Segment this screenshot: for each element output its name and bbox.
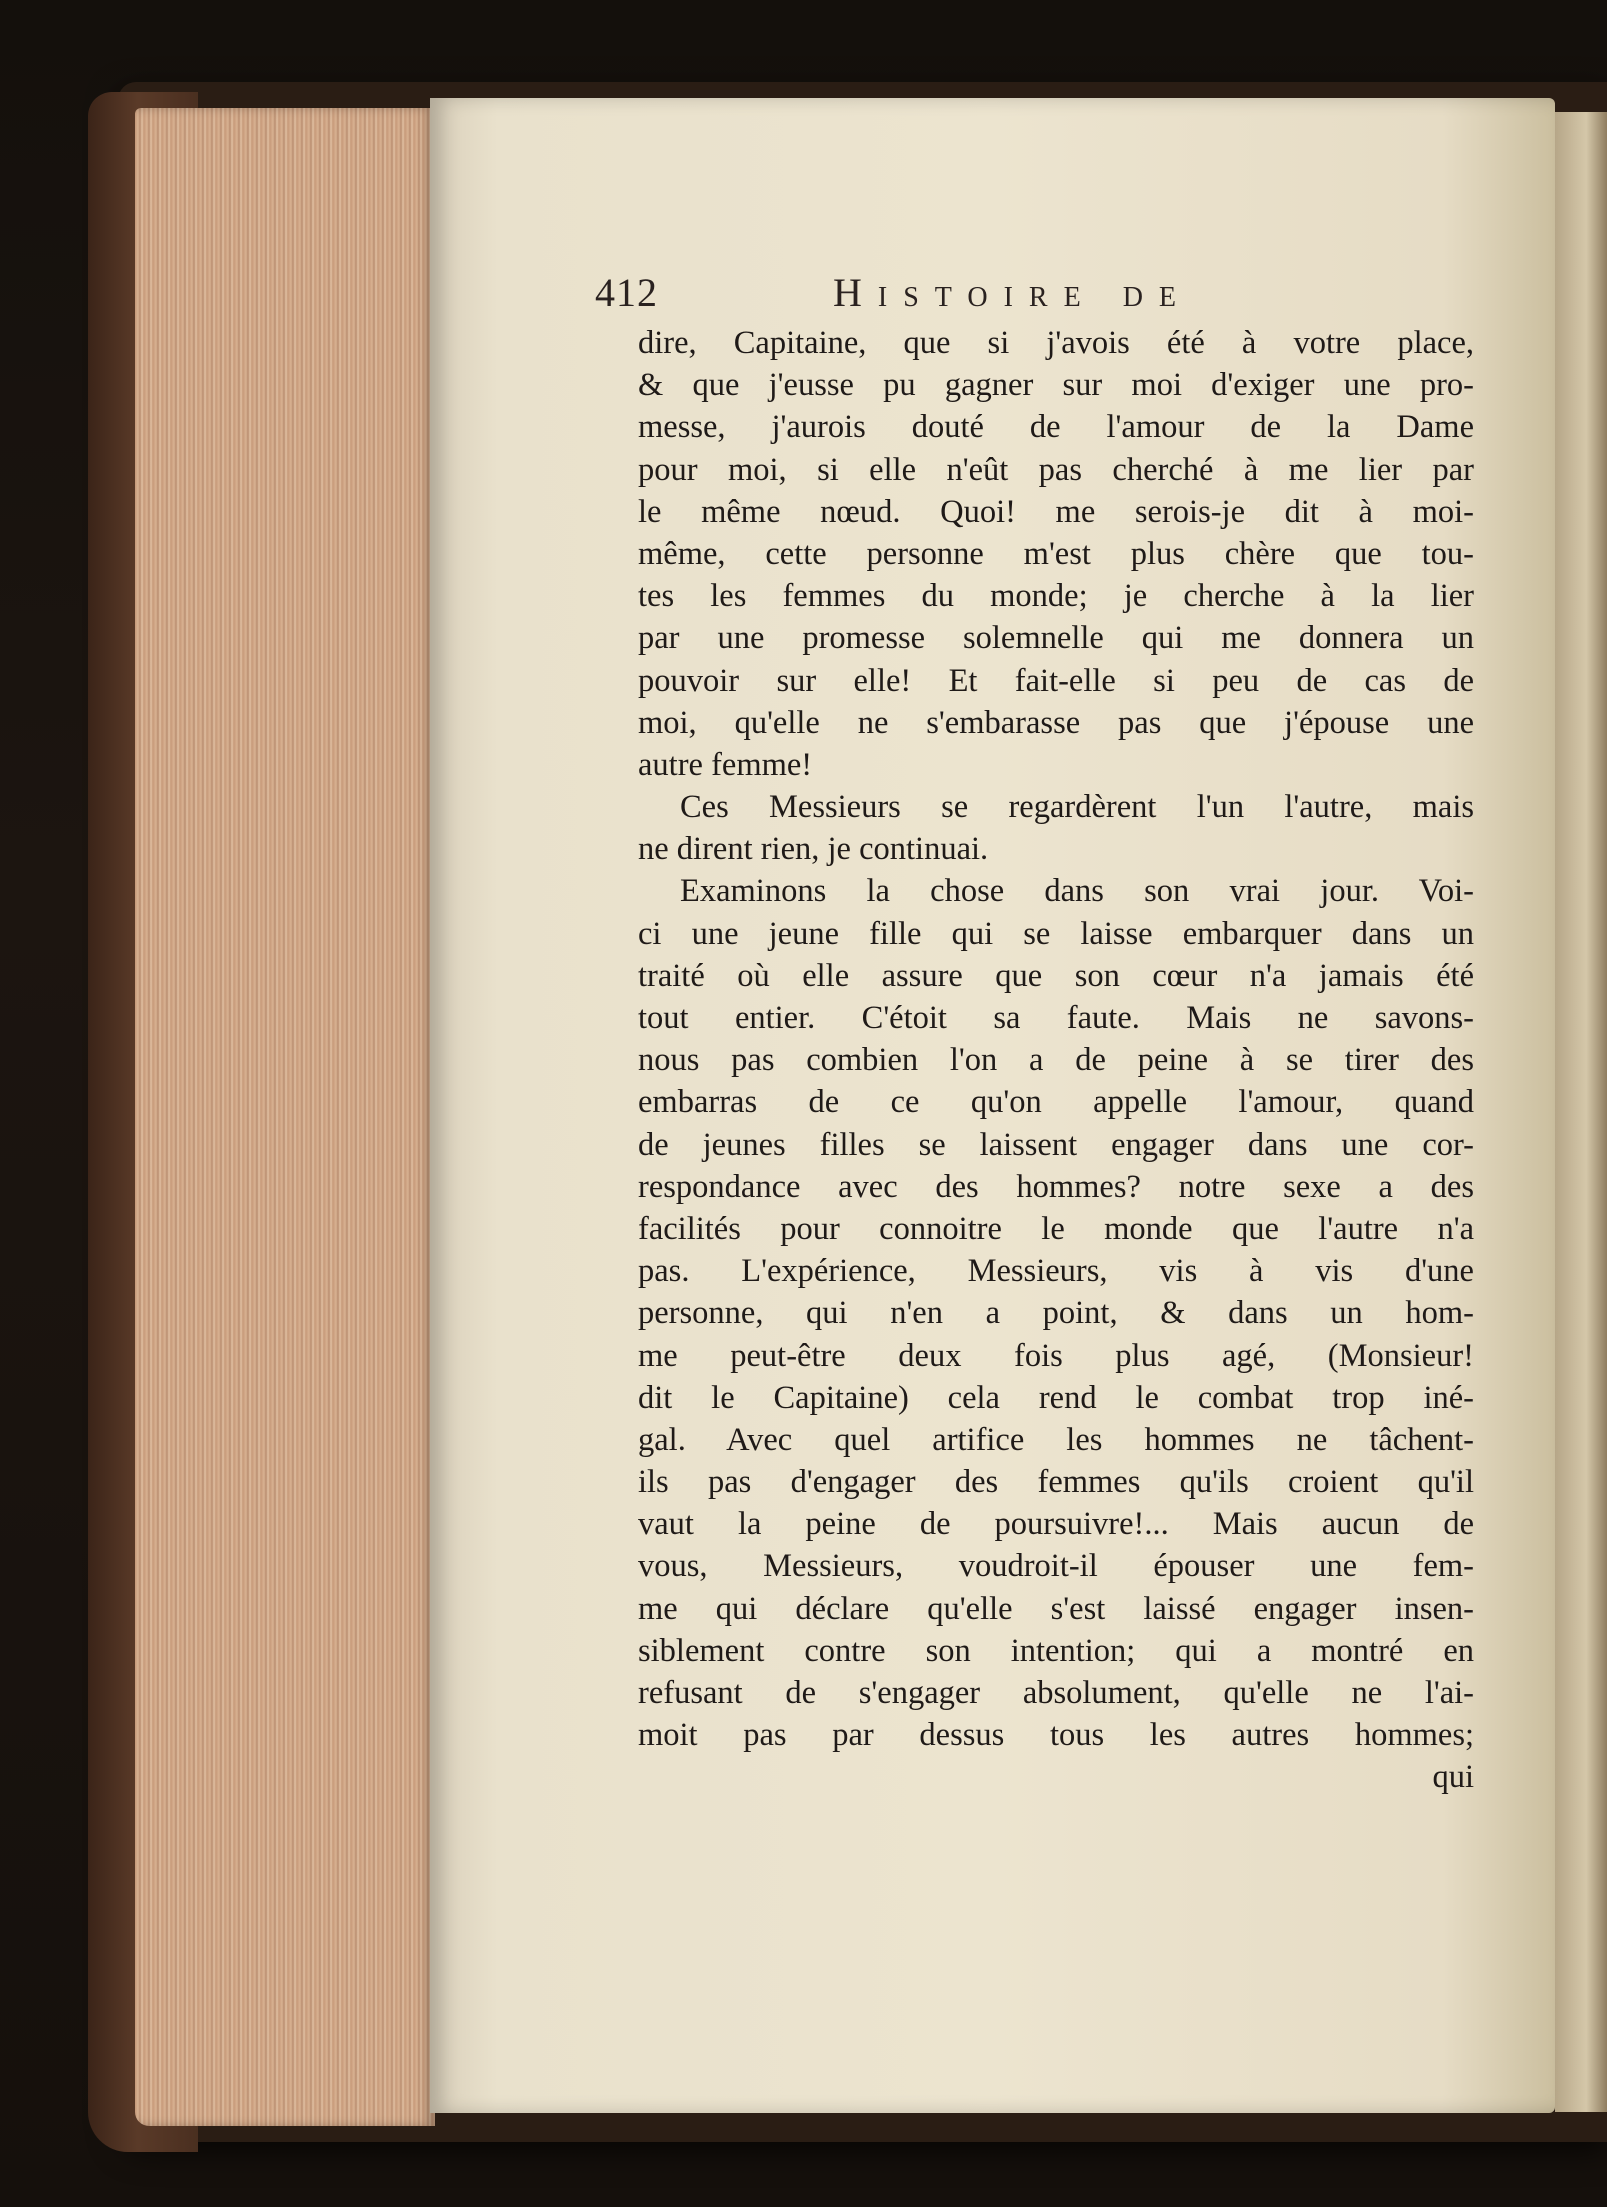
text-line: autre femme!	[638, 746, 813, 783]
text-line: gal. Avec quel artifice les hommes ne tâchent-	[638, 1421, 1474, 1458]
text-line: me peut-être deux fois plus agé, (Monsieur!	[638, 1337, 1474, 1374]
text-line: pouvoir sur elle! Et fait-elle si peu de cas de	[638, 662, 1474, 699]
text-line: embarras de ce qu'on appelle l'amour, quand	[638, 1084, 1474, 1121]
page-edges	[135, 108, 435, 2126]
text-line: par une promesse solemnelle qui me donnera un	[638, 620, 1474, 657]
text-line: personne, qui n'en a point, & dans un hom-	[638, 1295, 1474, 1332]
text-line: même, cette personne m'est plus chère que tou-	[638, 535, 1474, 572]
text-line: vaut la peine de poursuivre!... Mais aucun de	[638, 1506, 1474, 1543]
text-line: traité où elle assure que son cœur n'a jamais été	[638, 957, 1474, 994]
text-line: & que j'eusse pu gagner sur moi d'exiger une pro-	[638, 367, 1474, 404]
text-line: dire, Capitaine, que si j'avois été à votre place,	[638, 325, 1474, 361]
page-number: 412	[595, 270, 658, 315]
running-title: Histoire de	[833, 270, 1193, 315]
text-line: ci une jeune fille qui se laisse embarquer dans un	[638, 915, 1474, 952]
text-line: moit pas par dessus tous les autres hommes;	[638, 1717, 1474, 1754]
text-line: siblement contre son intention; qui a montré en	[638, 1632, 1474, 1669]
text-line: Examinons la chose dans son vrai jour. Voi-	[680, 873, 1474, 910]
text-line: tes les femmes du monde; je cherche à la lier	[638, 578, 1474, 615]
text-line: me qui déclare qu'elle s'est laissé engager insen-	[638, 1590, 1474, 1627]
text-line: messe, j'aurois douté de l'amour de la Dame	[638, 409, 1474, 446]
text-line: tout entier. C'étoit sa faute. Mais ne savons-	[638, 1000, 1474, 1036]
text-line: ne dirent rien, je continuai.	[638, 831, 989, 868]
text-line: Ces Messieurs se regardèrent l'un l'autre, mais	[680, 789, 1474, 826]
running-head	[595, 270, 1495, 320]
text-line: refusant de s'engager absolument, qu'elle ne l'ai-	[638, 1675, 1474, 1711]
text-line: moi, qu'elle ne s'embarasse pas que j'épouse une	[638, 704, 1474, 741]
text-line: respondance avec des hommes? notre sexe a des	[638, 1168, 1474, 1205]
text-line: nous pas combien l'on a de peine à se tirer des	[638, 1042, 1474, 1079]
page-text	[638, 322, 1474, 1799]
text-line: de jeunes filles se laissent engager dans une cor-	[638, 1126, 1474, 1163]
text-line: dit le Capitaine) cela rend le combat trop iné-	[638, 1379, 1474, 1416]
text-line: ils pas d'engager des femmes qu'ils croient qu'il	[638, 1464, 1474, 1501]
facing-page-edge	[1555, 112, 1607, 2112]
text-line: pour moi, si elle n'eût pas cherché à me lier par	[638, 451, 1474, 488]
text-line: le même nœud. Quoi! me serois-je dit à moi-	[638, 493, 1474, 530]
catchword: qui	[1432, 1759, 1474, 1796]
text-line: vous, Messieurs, voudroit-il épouser une fem-	[638, 1548, 1474, 1585]
text-line: pas. L'expérience, Messieurs, vis à vis d'une	[638, 1253, 1474, 1290]
text-line: facilités pour connoitre le monde que l'autre n'a	[638, 1210, 1474, 1247]
